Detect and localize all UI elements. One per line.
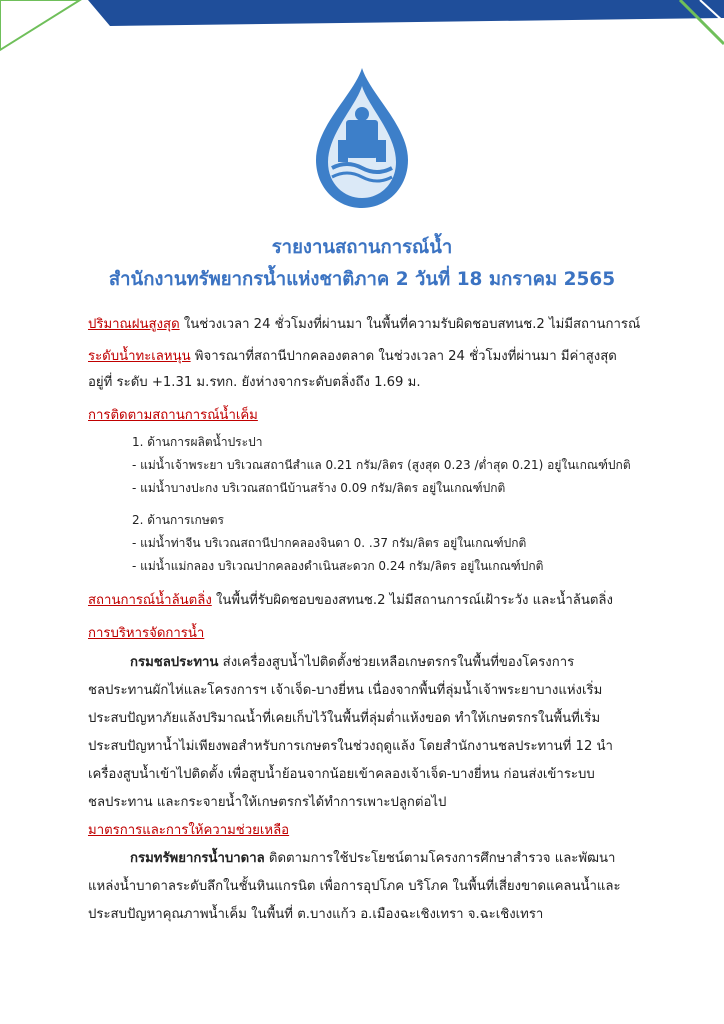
report-subtitle: สำนักงานทรัพยากรน้ำแห่งชาติภาค 2 วันที่ 18 มกราคม 2565 bbox=[108, 269, 616, 290]
sea-level-label: ระดับน้ำทะเลหนุน bbox=[88, 349, 191, 364]
measures-line: แหล่งน้ำบาดาลระดับลึกในชั้นหินแกรนิต เพื่อการอุปโภค บริโภค ในพื้นที่เสี่ยงขาดแคลนน้ำและ bbox=[88, 879, 621, 894]
management-line: ประสบปัญหาภัยแล้งปริมาณน้ำที่เคยเก็บไว้ในพื้นที่ลุ่มต่ำแห้งขอด ทำให้เกษตรกรในพื้นที่เริ่ม bbox=[88, 711, 601, 726]
rainfall-label: ปริมาณฝนสูงสุด bbox=[88, 317, 180, 332]
sea-level-line2: อยู่ที่ ระดับ +1.31 ม.รทก. ยังห่างจากระดับตลิ่งถึง 1.69 ม. bbox=[88, 375, 421, 390]
management-line: ชลประทาน และกระจายน้ำให้เกษตรกรได้ทำการเพาะปลูกต่อไป bbox=[88, 795, 447, 810]
management-line: ชลประทานผักไห่และโครงการฯ เจ้าเจ็ด-บางยี่หน เนื่องจากพื้นที่ลุ่มน้ำเจ้าพระยาบางแห่งเริ่ม bbox=[88, 683, 603, 698]
overflow-label: สถานการณ์น้ำล้นตลิ่ง bbox=[88, 593, 212, 608]
management-heading: การบริหารจัดการน้ำ bbox=[88, 626, 205, 641]
overflow-text: ในพื้นที่รับผิดชอบของสทนช.2 ไม่มีสถานการณ์เฝ้าระวัง และน้ำล้นตลิ่ง bbox=[211, 593, 613, 608]
blue-band bbox=[88, 0, 724, 26]
management-agency: กรมชลประทาน bbox=[130, 655, 219, 670]
overflow-paragraph bbox=[88, 588, 648, 614]
salinity-group1-title: 1. ด้านการผลิตน้ำประปา bbox=[132, 435, 263, 449]
sea-level-line1: พิจารณาที่สถานีปากคลองตลาด ในช่วงเวลา 24 ชั่วโมงที่ผ่านมา มีค่าสูงสุด bbox=[190, 349, 617, 364]
salinity-item: - แม่น้ำบางปะกง บริเวณสถานีบ้านสร้าง 0.09 กรัม/ลิตร อยู่ในเกณฑ์ปกติ bbox=[132, 481, 506, 495]
salinity-heading: การติดตามสถานการณ์น้ำเค็ม bbox=[88, 408, 258, 423]
salinity-group2-title: 2. ด้านการเกษตร bbox=[132, 513, 224, 527]
rainfall-text: ในช่วงเวลา 24 ชั่วโมงที่ผ่านมา ในพื้นที่ความรับผิดชอบสทนช.2 ไม่มีสถานการณ์ bbox=[179, 317, 641, 332]
measures-heading: มาตรการและการให้ความช่วยเหลือ bbox=[88, 823, 290, 838]
water-drop-icon bbox=[302, 64, 422, 214]
rainfall-paragraph bbox=[88, 312, 648, 338]
management-line: ประสบปัญหาน้ำไม่เพียงพอสำหรับการเกษตรในช่วงฤดูแล้ง โดยสำนักงานชลประทานที่ 12 นำ bbox=[88, 739, 613, 754]
salinity-item: - แม่น้ำเจ้าพระยา บริเวณสถานีสำแล 0.21 กรัม/ลิตร (สูงสุด 0.23 /ต่ำสุด 0.21) อยู่ในเกณฑ์ปกติ bbox=[132, 458, 631, 472]
management-line: เครื่องสูบน้ำเข้าไปติดตั้ง เพื่อสูบน้ำย้อนจากน้อยเข้าคลองเจ้าเจ็ด-บางยี่หน ก่อนส่งเข้าระบบ bbox=[88, 767, 595, 782]
sea-level-paragraph bbox=[88, 344, 648, 370]
measures-line1: กรมทรัพยากรน้ำบาดาล ติดตามการใช้ประโยชน์ตามโครงการศึกษาสำรวจ และพัฒนา bbox=[130, 851, 616, 866]
organization-logo bbox=[302, 64, 422, 214]
measures-line: ประสบปัญหาคุณภาพน้ำเค็ม ในพื้นที่ ต.บางแก้ว อ.เมืองฉะเชิงเทรา จ.ฉะเชิงเทรา bbox=[88, 907, 544, 922]
header-banner bbox=[0, 0, 724, 60]
management-line1: กรมชลประทาน ส่งเครื่องสูบน้ำไปติดตั้งช่วยเหลือเกษตรกรในพื้นที่ของโครงการ bbox=[130, 655, 575, 670]
measures-agency: กรมทรัพยากรน้ำบาดาล bbox=[130, 851, 265, 866]
green-corner-left bbox=[0, 0, 80, 50]
report-title: รายงานสถานการณ์น้ำ bbox=[271, 237, 453, 258]
salinity-item: - แม่น้ำแม่กลอง บริเวณปากคลองดำเนินสะดวก 0.24 กรัม/ลิตร อยู่ในเกณฑ์ปกติ bbox=[132, 559, 544, 573]
salinity-item: - แม่น้ำท่าจีน บริเวณสถานีปากคลองจินดา 0. .37 กรัม/ลิตร อยู่ในเกณฑ์ปกติ bbox=[132, 536, 527, 550]
